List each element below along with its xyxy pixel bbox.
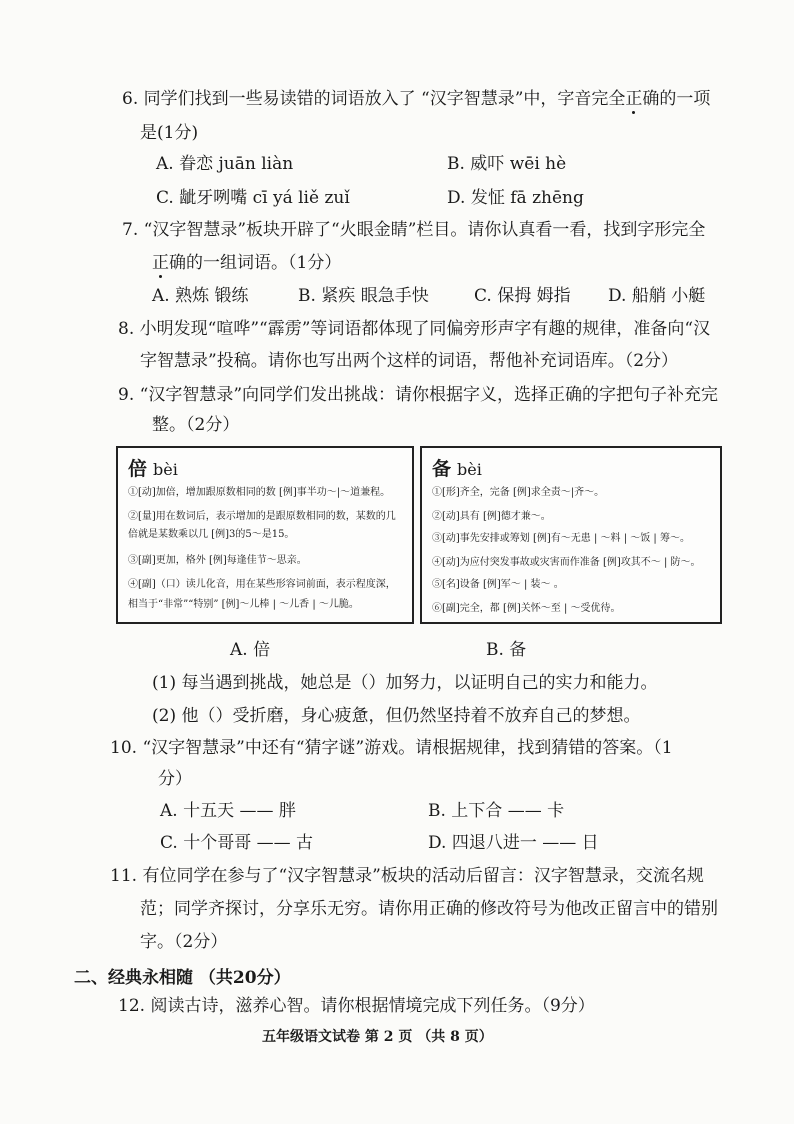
dict-def: ②[动]具有 [例]德才兼～。: [432, 511, 551, 522]
emphasis-char: 正: [152, 253, 169, 273]
q10-option-d: D. 四退八进一 —— 日: [428, 833, 599, 853]
q10-option-b: B. 上下合 —— 卡: [428, 801, 565, 821]
q9-sentence-1: (1) 每当遇到挑战，她总是（）加努力，以证明自己的实力和能力。: [152, 673, 658, 693]
q6-option-b: B. 威吓 wēi hè: [447, 154, 567, 174]
q6-text-a: 6. 同学们找到一些易读错的词语放入了 “汉字智慧录”中，字音完全: [122, 89, 626, 109]
q7-stem-cont: [152, 252, 341, 274]
q10-option-a: A. 十五天 —— 胖: [160, 801, 296, 821]
dict-char: 倍: [128, 458, 148, 480]
q6-option-a: A. 眷恋 juān liàn: [156, 154, 294, 174]
q6-stem-cont: 是(1分): [140, 123, 199, 143]
q11-stem: 11. 有位同学在参与了“汉字智慧录”板块的活动后留言：汉字智慧录，交流名规: [110, 866, 704, 886]
q7-option-d: D. 船艄 小艇: [608, 286, 706, 306]
dict-def: ④[动]为应付突发事故或灾害而作准备 [例]攻其不～ | 防～。: [432, 557, 701, 568]
q11-stem-cont2: 字。（2分）: [140, 932, 228, 952]
q6-text-b: 确的一项: [642, 89, 711, 109]
q9-choice-b: B. 备: [486, 640, 527, 660]
section-heading: 二、经典永相随 （共20分）: [74, 968, 291, 988]
page-footer: 五年级语文试卷 第 2 页 （共 8 页）: [262, 1029, 493, 1045]
q7-option-c: C. 保拇 姆指: [474, 286, 571, 306]
q8-stem: 8. 小明发现“喧哗”“霹雳”等词语都体现了同偏旁形声字有趣的规律，准备向“汉: [118, 319, 711, 339]
dict-pinyin: bèi: [153, 460, 178, 479]
dict-def: ③[副]更加，格外 [例]每逢佳节～思亲。: [128, 555, 307, 566]
dict-def: 倍就是某数乘以几 [例]3的5～是15。: [128, 529, 295, 540]
q7-text-b: 确的一组词语。（1分）: [169, 253, 342, 273]
dict-def: 相当于“非常”“特别” [例]～儿棒 | ～儿香 | ～儿脆。: [128, 599, 359, 610]
q8-stem-cont: 字智慧录”投稿。请你也写出两个这样的词语，帮他补充词语库。（2分）: [140, 351, 679, 371]
q10-stem: 10. “汉字智慧录”中还有“猜字谜”游戏。请根据规律，找到猜错的答案。（1: [110, 738, 673, 758]
q7-stem: 7. “汉字智慧录”板块开辟了“火眼金睛”栏目。请你认真看一看，找到字形完全: [122, 220, 706, 240]
dict-def: ①[动]加倍，增加跟原数相同的数 [例]事半功～|～道兼程。: [128, 487, 391, 498]
q6-option-d: D. 发怔 fā zhēng: [447, 188, 584, 208]
q9-stem-cont: 整。（2分）: [152, 415, 240, 435]
dict-def: ①[形]齐全，完备 [例]求全责～|齐～。: [432, 487, 605, 498]
q6-stem: [122, 88, 710, 110]
dict-entry-head: [128, 454, 178, 481]
q9-sentence-2: (2) 他（）受折磨，身心疲惫，但仍然坚持着不放弃自己的梦想。: [152, 706, 641, 726]
q9-stem: 9. “汉字智慧录”向同学们发出挑战：请你根据字义，选择正确的字把句子补充完: [118, 385, 719, 405]
dictionary-box-bei-double: [116, 446, 414, 624]
q6-option-c: C. 龇牙咧嘴 cī yá liě zuǐ: [156, 188, 350, 208]
dict-def: ⑤[名]设备 [例]军～ | 装～ 。: [432, 579, 564, 590]
dict-def: ⑥[副]完全，都 [例]关怀～至 | ～受优待。: [432, 603, 621, 614]
dict-entry-head: [432, 454, 482, 481]
dict-pinyin: bèi: [457, 460, 482, 479]
dict-def: ③[动]事先安排或筹划 [例]有～无患 | ～料 | ～饭 | 筹～。: [432, 533, 690, 544]
q9-choice-a: A. 倍: [230, 640, 271, 660]
q10-option-c: C. 十个哥哥 —— 古: [160, 833, 314, 853]
dict-char: 备: [432, 458, 452, 480]
q11-stem-cont: 范；同学齐探讨，分享乐无穷。请你用正确的修改符号为他改正留言中的错别: [140, 899, 718, 919]
dictionary-box-bei-prepare: [420, 446, 722, 624]
dict-def: ④[副]（口）读儿化音，用在某些形容词前面，表示程度深，: [128, 579, 396, 590]
q10-stem-cont: 分）: [158, 769, 192, 789]
q7-option-a: A. 熟炼 锻练: [152, 286, 249, 306]
dict-def: ②[量]用在数词后，表示增加的是跟原数相同的数，某数的几: [128, 511, 396, 522]
q7-option-b: B. 紧疾 眼急手快: [298, 286, 429, 306]
emphasis-char: 正: [625, 89, 643, 109]
q12-stem: 12. 阅读古诗，滋养心智。请你根据情境完成下列任务。（9分）: [118, 996, 595, 1016]
